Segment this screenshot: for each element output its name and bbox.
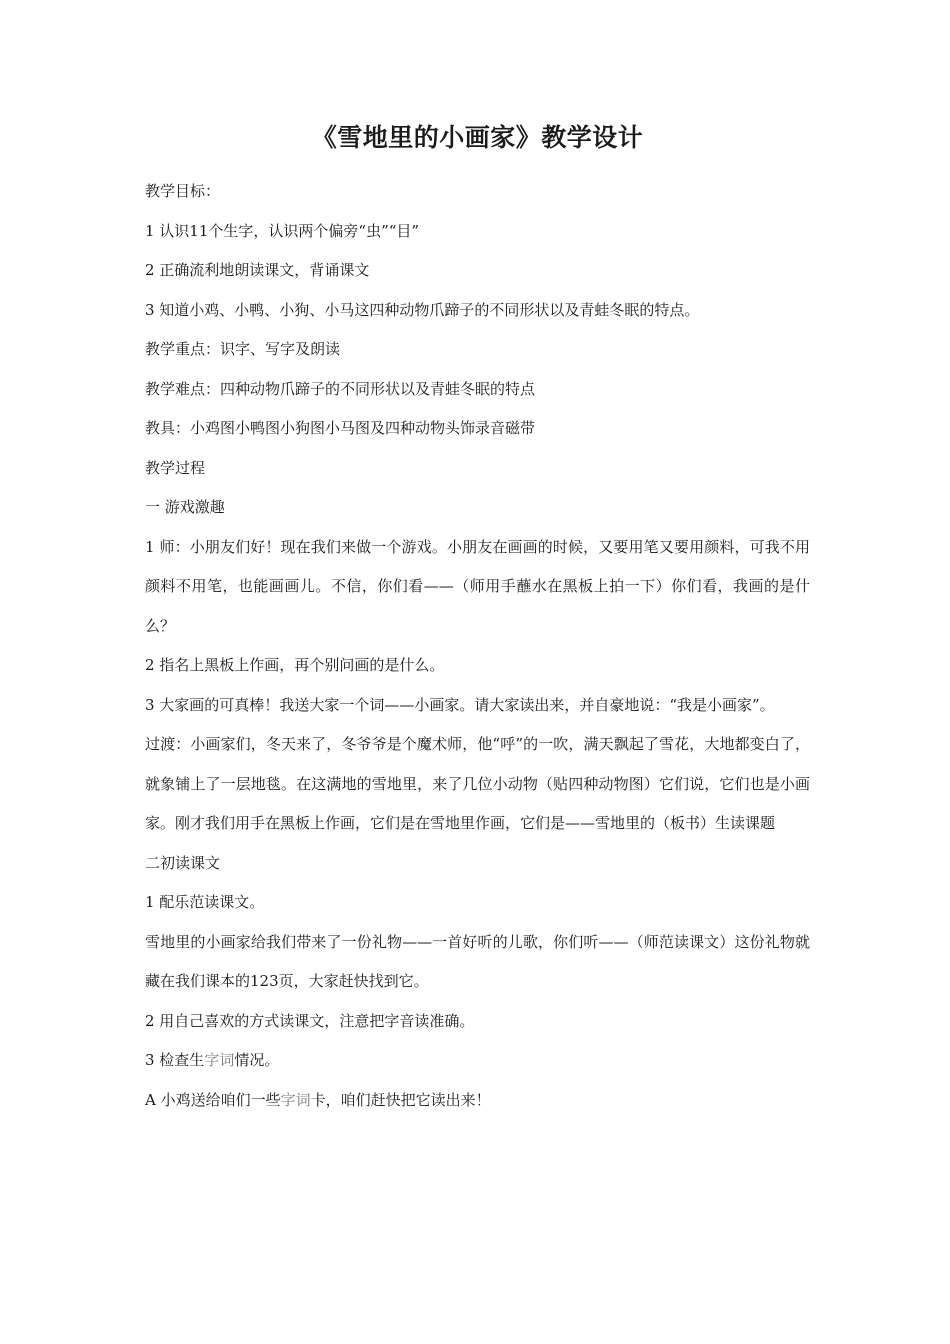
paragraph-key-points: 教学重点：识字、写字及朗读 xyxy=(145,340,341,358)
paragraph-reading-step-2: 2 用自己喜欢的方式读课文，注意把字音读准确。 xyxy=(145,1011,475,1030)
paragraph-objective-1: 1 认识11个生字，认识两个偏旁“虫”“目” xyxy=(145,221,420,240)
paragraph-reading-step-3 xyxy=(145,1041,810,1081)
paragraph-reading-step-1: 1 配乐范读课文。 xyxy=(145,893,265,911)
paragraph-difficulties: 教学难点：四种动物爪蹄子的不同形状以及青蛙冬眠的特点 xyxy=(145,379,536,398)
highlighted-word: 字词 xyxy=(280,1090,311,1109)
paragraph-check-text-end: 情况。 xyxy=(234,1051,280,1069)
paragraph-check-text: 3 检查生 xyxy=(145,1051,205,1069)
document-page xyxy=(145,118,810,1120)
paragraph-step-3: 3 大家画的可真棒！我送大家一个词——小画家。请大家读出来，并自豪地说：“我是小画家”。 xyxy=(145,695,775,714)
paragraph-process-heading: 教学过程 xyxy=(145,458,206,477)
document-title: 《雪地里的小画家》教学设计 xyxy=(311,123,644,152)
paragraph-word-cards xyxy=(145,1081,810,1121)
paragraph-objective-3: 3 知道小鸡、小鸭、小狗、小马这四种动物爪蹄子的不同形状以及青蛙冬眠的特点。 xyxy=(145,300,700,319)
paragraph-card-text-end: 卡，咱们赶快把它读出来！ xyxy=(310,1090,491,1109)
paragraph-objective-2: 2 正确流利地朗读课文，背诵课文 xyxy=(145,261,370,279)
paragraph-step-2: 2 指名上黑板上作画，再个别问画的是什么。 xyxy=(145,656,445,674)
paragraph-step-1: 1 师：小朋友们好！现在我们来做一个游戏。小朋友在画画的时候，又要用笔又要用颜料，可我不用颜料不用笔，也能画画儿。不信，你们看——（师用手蘸水在黑板上拍一下）你们看，我画的是什么？ xyxy=(145,537,810,635)
paragraph-transition: 过渡：小画家们，冬天来了，冬爷爷是个魔术师，他“呼”的一吹，满天飘起了雪花，大地都变白了，就象铺上了一层地毯。在这满地的雪地里，来了几位小动物（贴四种动物图）它们说，它们也是小画家。刚才我们用手在黑板上作画，它们是在雪地里作画，它们是——雪地里的（板书）生读课题 xyxy=(145,735,810,832)
paragraph-teaching-aids: 教具：小鸡图小鸭图小狗图小马图及四种动物头饰录音磁带 xyxy=(145,419,536,437)
paragraph-gift: 雪地里的小画家给我们带来了一份礼物——一首好听的儿歌，你们听——（师范读课文）这份礼物就藏在我们课本的123页，大家赶快找到它。 xyxy=(145,932,810,990)
paragraph-section-one-heading: 一 游戏激趣 xyxy=(145,498,225,516)
paragraph-card-text: A 小鸡送给咱们一些 xyxy=(145,1090,281,1109)
highlighted-word: 字词 xyxy=(204,1051,235,1069)
paragraph-section-two-heading: 二初读课文 xyxy=(145,853,221,872)
paragraph-objectives-heading: 教学目标： xyxy=(145,182,221,200)
